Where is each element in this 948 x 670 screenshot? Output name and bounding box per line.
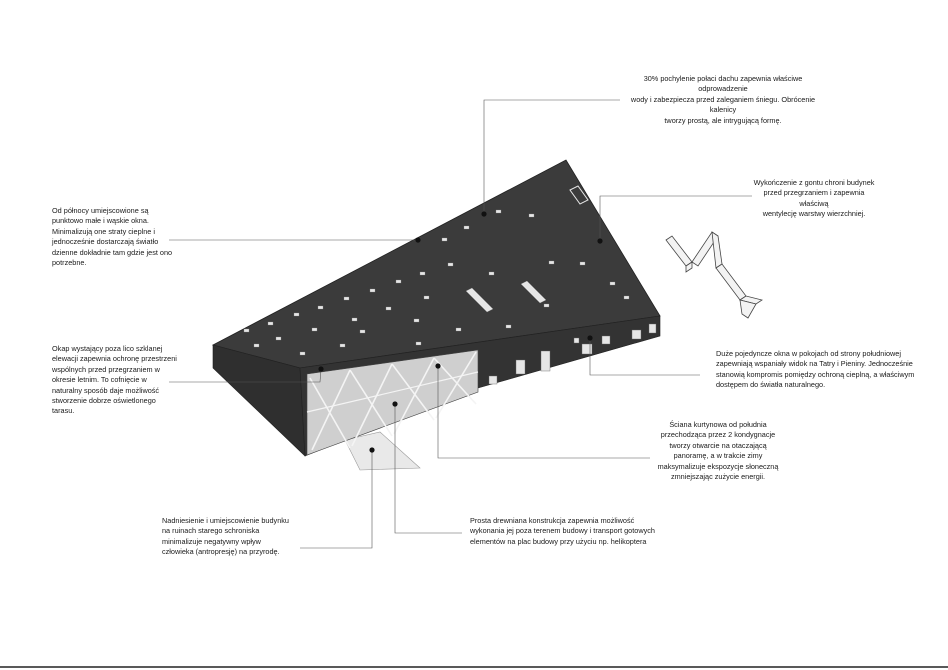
elevation-note: Nadniesienie i umiejscowienie budynku na ruinach starego schroniska minimalizuje negatywny wpływ człowieka (antropresję) na przyrodę. [162,516,289,557]
eave-note: Okap wystający poza lico szklanej elewacji zapewnia ochronę przestrzeni wspólnych przed przegrzaniem w okresie letnim. To cofnięcie w naturalny sposób daje możliwość stworzenie dobrze oświetlonego tarasu. [52,344,177,416]
roof-slope-note: 30% pochylenie połaci dachu zapewnia właściwe odprowadzenie wody i zabezpiecza przed zaleganiem śniegu. Obrócenie kalenicy tworzy prostą, ale intrygującą formę. [630,74,816,125]
curtain-wall-note: Ściana kurtynowa od południa przechodząca przez 2 kondygnacje tworzy otwarcie na otaczającą panoramę, a w trakcie zimy maksymalizuje ekspozycje słoneczną zmniejszając zużycie energii. [657,420,779,482]
north-windows-note: Od północy umiejscowione są punktowo małe i wąskie okna. Minimalizują one straty cieplne i jednocześnie dostarczają światło dzienne dokładnie tam gdzie jest ono potrzebne. [52,206,173,268]
timber-note: Prosta drewniana konstrukcja zapewnia możliwość wykonania jej poza terenem budowy i transport gotowych elementów na plac budowy przy użyciu np. helikoptera [470,516,655,546]
north-arrow-icon [666,232,762,318]
shingle-note: Wykończenie z gontu chroni budynek przed przegrzaniem i zapewnia właściwą wentylecję warstwy wierzchniej. [753,178,875,219]
south-windows-note: Duże pojedyncze okna w pokojach od strony południowej zapewniają wspaniały widok na Tatry i Pieniny. Jednocześnie stanowią kompromis pomiędzy ochroną cieplną, a właściwym dostępem do światła naturalnego. [716,349,915,390]
